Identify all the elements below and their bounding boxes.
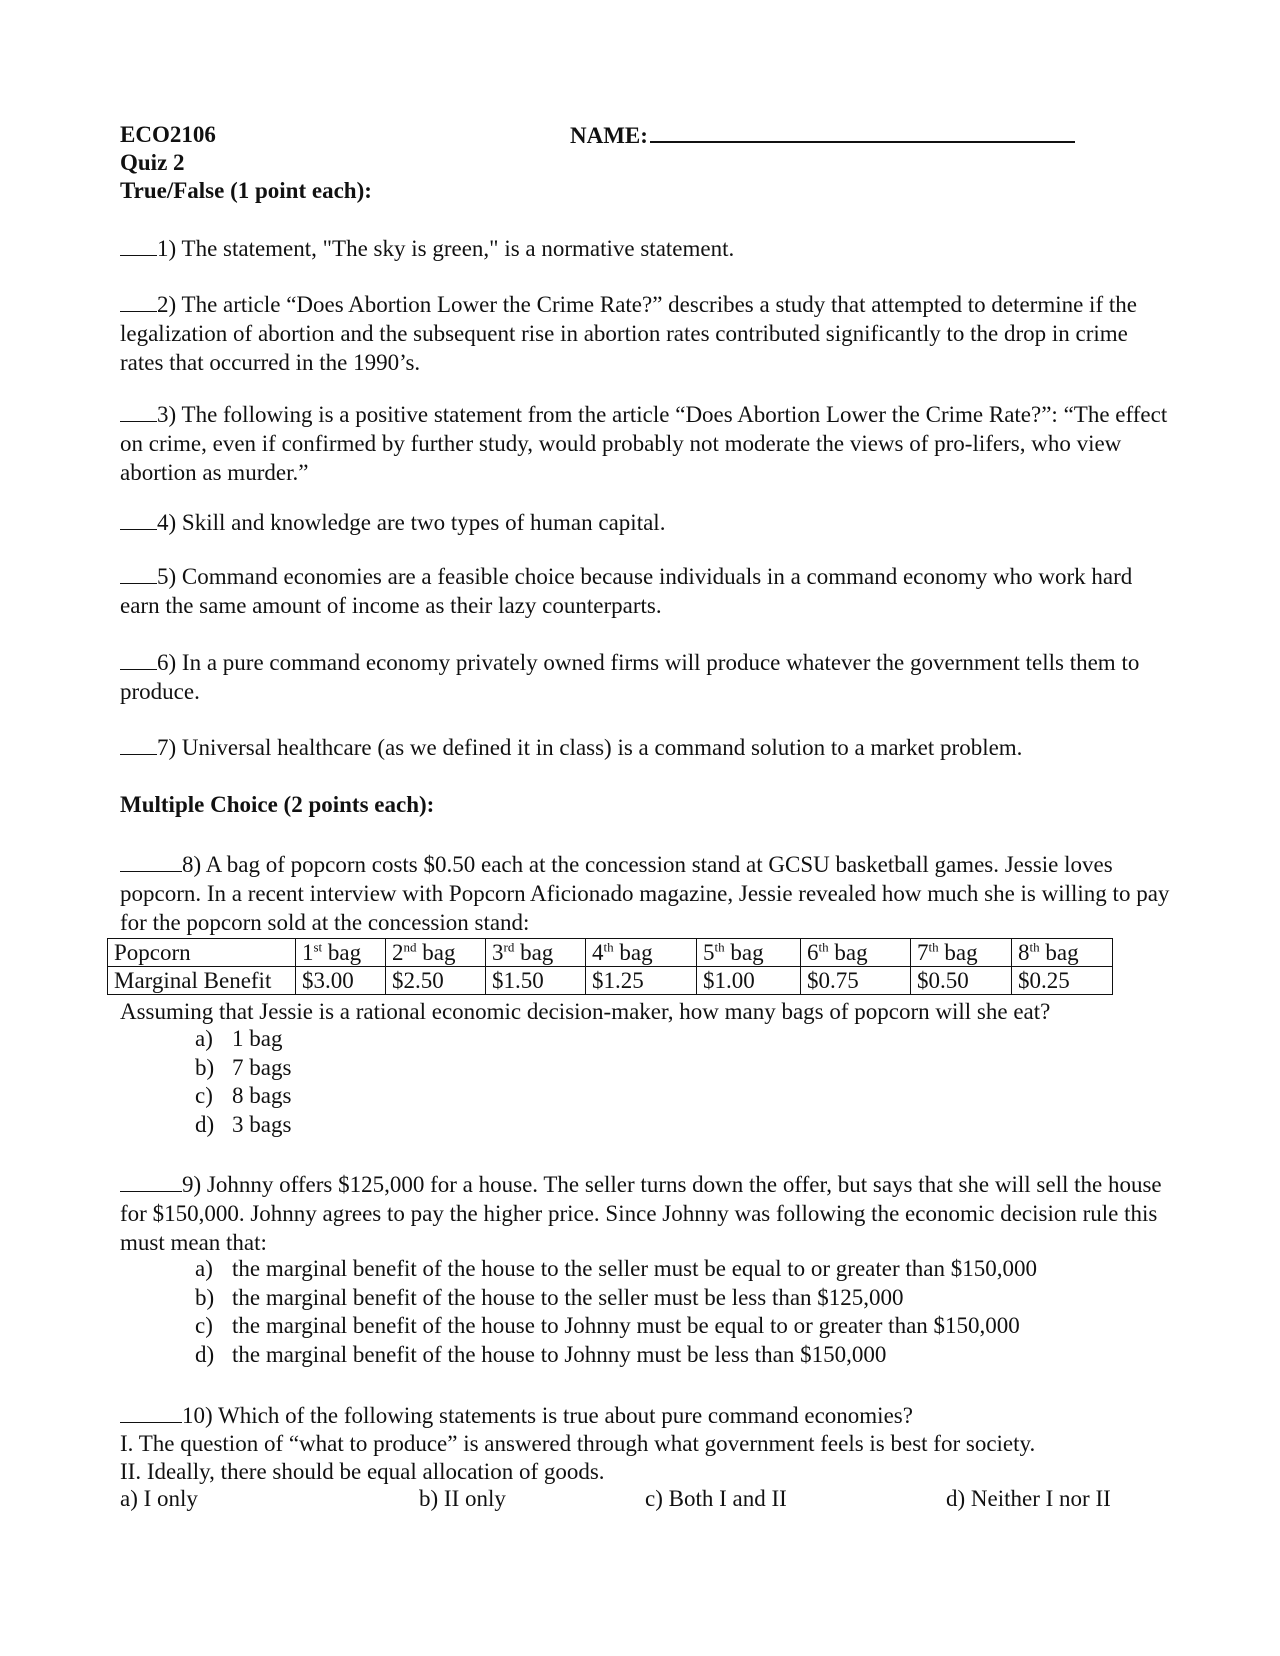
option[interactable]: b) II only — [419, 1486, 506, 1511]
mc-section-heading: Multiple Choice (2 points each): — [120, 792, 435, 817]
table-cell: 5th bag — [697, 939, 801, 967]
answer-blank[interactable] — [120, 403, 157, 422]
q8-options — [195, 1025, 291, 1139]
tf-question-7: 7) Universal healthcare (as we defined it in class) is a command solution to a market problem. — [120, 733, 1170, 762]
table-cell: 3rd bag — [486, 939, 586, 967]
q10-statement-2: II. Ideally, there should be equal allocation of goods. — [120, 1459, 605, 1484]
table-cell: 8th bag — [1012, 939, 1113, 967]
answer-blank[interactable] — [120, 651, 157, 670]
answer-blank[interactable] — [120, 565, 157, 584]
option[interactable]: b) 7 bags — [195, 1054, 292, 1080]
table-cell: 6th bag — [801, 939, 911, 967]
answer-blank[interactable] — [120, 511, 157, 530]
row-label-marginal-benefit: Marginal Benefit — [108, 967, 296, 995]
table-cell: 1st bag — [296, 939, 386, 967]
tf-question-3: 3) The following is a positive statement from the article “Does Abortion Lower the Crime Rate?”: “The effect on crime, even if confirmed by further study, would probably not moderate the views of pro-lifers, who view abortion as murder.” — [120, 402, 1168, 485]
mc-question-8: 8) A bag of popcorn costs $0.50 each at the concession stand at GCSU basketball games. Jessie loves popcorn. In a recent interview with Popcorn Aficionado magazine, Jessie revealed how much she is willing to pay for the popcorn sold at the concession stand: — [120, 852, 1170, 935]
course-code: ECO2106 — [120, 122, 216, 147]
answer-blank[interactable] — [120, 293, 157, 312]
table-cell: $1.00 — [697, 967, 801, 995]
name-blank-line[interactable] — [650, 121, 1075, 143]
mc-question-10: 10) Which of the following statements is true about pure command economies? — [120, 1401, 1170, 1430]
option[interactable]: d) the marginal benefit of the house to Johnny must be less than $150,000 — [195, 1341, 887, 1367]
q9-options — [195, 1255, 1037, 1369]
table-row — [108, 967, 1113, 995]
option[interactable]: a) I only — [120, 1486, 198, 1511]
table-cell: $0.75 — [801, 967, 911, 995]
answer-blank[interactable] — [120, 853, 182, 872]
tf-section-heading: True/False (1 point each): — [120, 178, 372, 203]
name-label: NAME: — [570, 123, 648, 148]
table-cell: 7th bag — [911, 939, 1012, 967]
quiz-title: Quiz 2 — [120, 150, 185, 175]
option[interactable]: c) the marginal benefit of the house to Johnny must be equal to or greater than $150,000 — [195, 1313, 1020, 1338]
q10-statement-1: I. The question of “what to produce” is answered through what government feels is best for society. — [120, 1431, 1036, 1456]
table-row — [108, 939, 1113, 967]
tf-question-1: 1) The statement, "The sky is green," is a normative statement. — [120, 234, 1170, 263]
tf-question-4: 4) Skill and knowledge are two types of human capital. — [120, 508, 1170, 537]
answer-blank[interactable] — [120, 736, 157, 755]
popcorn-table — [107, 938, 1113, 995]
tf-question-2: 2) The article “Does Abortion Lower the Crime Rate?” describes a study that attempted to determine if the legalization of abortion and the subsequent rise in abortion rates contributed significantly to the drop in crime rates that occurred in the 1990’s. — [120, 292, 1137, 375]
option[interactable]: a) the marginal benefit of the house to the seller must be equal to or greater than $150,000 — [195, 1256, 1037, 1281]
tf-question-6: 6) In a pure command economy privately owned firms will produce whatever the government tells them to produce. — [120, 650, 1140, 704]
table-cell: 2nd bag — [386, 939, 486, 967]
option[interactable]: c) Both I and II — [645, 1486, 787, 1511]
answer-blank[interactable] — [120, 237, 157, 256]
mc-question-9: 9) Johnny offers $125,000 for a house. The seller turns down the offer, but says that she will sell the house for $150,000. Johnny agrees to pay the higher price. Since Johnny was following the economic decision rule this must mean that: — [120, 1172, 1162, 1255]
table-cell: $0.25 — [1012, 967, 1113, 995]
table-cell: 4th bag — [586, 939, 697, 967]
table-cell: $1.50 — [486, 967, 586, 995]
table-cell: $1.25 — [586, 967, 697, 995]
option[interactable]: b) the marginal benefit of the house to the seller must be less than $125,000 — [195, 1284, 904, 1310]
table-cell: $0.50 — [911, 967, 1012, 995]
row-label-popcorn: Popcorn — [108, 939, 296, 967]
option[interactable]: a) 1 bag — [195, 1026, 283, 1051]
option[interactable]: c) 8 bags — [195, 1083, 292, 1108]
table-cell: $2.50 — [386, 967, 486, 995]
tf-question-5: 5) Command economies are a feasible choice because individuals in a command economy who work hard earn the same amount of income as their lazy counterparts. — [120, 564, 1133, 618]
option[interactable]: d) Neither I nor II — [946, 1486, 1111, 1511]
answer-blank[interactable] — [120, 1404, 182, 1423]
answer-blank[interactable] — [120, 1173, 182, 1192]
option[interactable]: d) 3 bags — [195, 1111, 292, 1137]
table-cell: $3.00 — [296, 967, 386, 995]
name-field[interactable] — [570, 121, 1075, 149]
q8-prompt: Assuming that Jessie is a rational economic decision-maker, how many bags of popcorn will she eat? — [120, 999, 1051, 1024]
